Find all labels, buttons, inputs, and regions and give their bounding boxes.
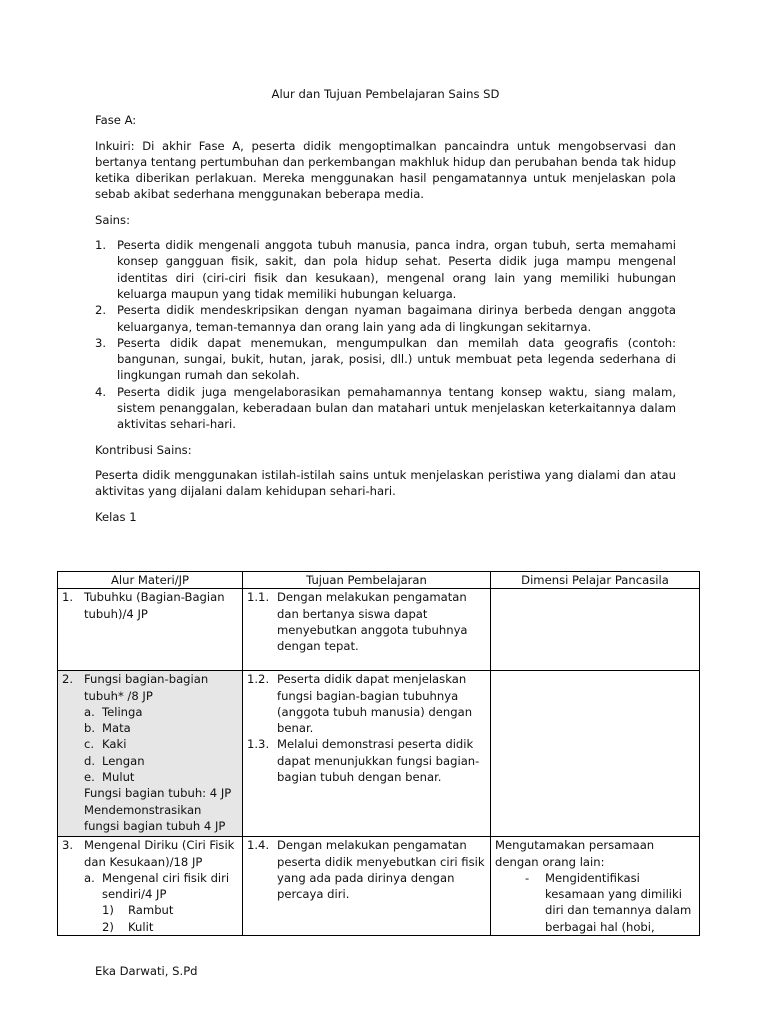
document-body [95, 86, 676, 534]
list-item: 4. Peserta didik juga mengelaborasikan pemahamannya tentang konsep waktu, siang malam, sistem penanggalan, keberadaan bulan dan matahari untuk menjelaskan keterkaitannya dalam aktivitas sehari-hari. [95, 384, 676, 432]
dimensi-cell [491, 589, 700, 671]
fase-heading: Fase A: [95, 113, 137, 128]
table-row [58, 837, 700, 936]
materi-cell: 1. Tubuhku (Bagian-Bagian tubuh)/4 JP [58, 589, 243, 671]
list-item: 1. Peserta didik mengenali anggota tubuh manusia, panca indra, organ tubuh, serta memahami konsep gangguan fisik, sakit, dan pola hidup sehat. Peserta didik juga mampu mengenal identitas diri (ciri-ciri fisik dan kesukaan), mengenal orang lain yang memiliki hubungan keluarga maupun yang tidak memiliki hubungan keluarga. [95, 238, 676, 301]
column-header: Dimensi Pelajar Pancasila [491, 572, 700, 589]
tujuan-cell: 1.1. Dengan melakukan pengamatan dan bertanya siswa dapat menyebutkan anggota tubuhnya dengan tepat. [243, 589, 491, 671]
footer-author: Eka Darwati, S.Pd [95, 964, 198, 978]
table-row [58, 671, 700, 837]
document-title: Alur dan Tujuan Pembelajaran Sains SD [271, 87, 500, 101]
table-row [58, 589, 700, 671]
learning-table [57, 571, 700, 936]
column-header: Alur Materi/JP [58, 572, 243, 589]
dimensi-cell: Mengutamakan persamaan dengan orang lain: - Mengidentifikasi kesamaan yang dimiliki diri dan temannya dalam berbagai hal (hobi, [491, 837, 700, 936]
table-header-row [58, 572, 700, 589]
dimensi-cell [491, 671, 700, 837]
list-item: 2. Peserta didik mendeskripsikan dengan nyaman bagaimana dirinya berbeda dengan anggota keluarganya, teman-temannya dan orang lain yang ada di lingkungan sekitarnya. [95, 303, 676, 334]
sains-list [95, 237, 676, 433]
list-item: 3. Peserta didik dapat menemukan, mengumpulkan dan memilah data geografis (contoh: bangunan, sungai, bukit, hutan, jarak, posisi, dll.) untuk membuat peta legenda sederhana di lingkungan rumah dan sekolah. [95, 335, 676, 383]
inkuiri-paragraph: Inkuiri: Di akhir Fase A, peserta didik mengoptimalkan pancaindra untuk mengobservasi dan bertanya tentang pertumbuhan dan perkembangan makhluk hidup dan perubahan benda tak hidup ketika diberikan perlakuan. Mereka menggunakan hasil pengamatannya untuk menjelaskan pola sebab akibat sederhana menggunakan beberapa media. [95, 138, 676, 202]
kontribusi-paragraph: Peserta didik menggunakan istilah-istilah sains untuk menjelaskan peristiwa yang dialami dan atau aktivitas yang dijalani dalam kehidupan sehari-hari. [95, 467, 676, 499]
materi-cell: 2. Fungsi bagian-bagian tubuh* /8 JP a. Telinga b. Mata c. Kaki d. Lengan e. Mulut Fungsi bagian tubuh: 4 JP Mendemonstrasikan fungsi bagian tubuh 4 JP [58, 671, 243, 837]
materi-cell: 3. Mengenal Diriku (Ciri Fisik dan Kesukaan)/18 JP a. Mengenal ciri fisik diri sendiri/4 JP 1) Rambut 2) Kulit [58, 837, 243, 936]
tujuan-cell: 1.4. Dengan melakukan pengamatan peserta didik menyebutkan ciri fisik yang ada pada dirinya dengan percaya diri. [243, 837, 491, 936]
kelas-label: Kelas 1 [95, 509, 137, 524]
tujuan-cell: 1.2. Peserta didik dapat menjelaskan fungsi bagian-bagian tubuhnya (anggota tubuh manusia) dengan benar. 1.3. Melalui demonstrasi peserta didik dapat menunjukkan fungsi bagian-bagian tubuh dengan benar. [243, 671, 491, 837]
column-header: Tujuan Pembelajaran [243, 572, 491, 589]
sains-heading: Sains: [95, 212, 130, 227]
kontribusi-heading: Kontribusi Sains: [95, 442, 192, 457]
